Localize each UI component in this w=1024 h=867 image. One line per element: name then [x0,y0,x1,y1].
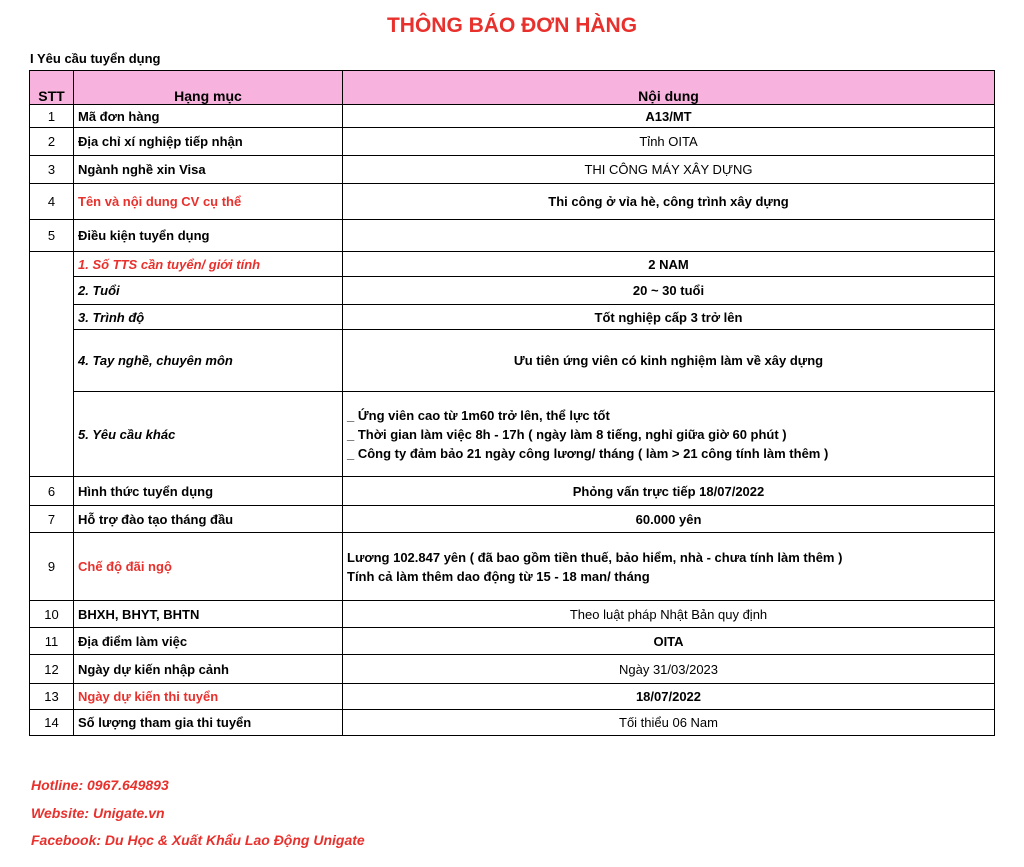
table-row [30,477,995,506]
row-item: Ngày dự kiến nhập cảnh [74,655,343,684]
row-content: 18/07/2022 [343,684,995,710]
table-row [30,392,995,477]
row-item: Mã đơn hàng [74,105,343,128]
table-row [30,128,995,156]
row-content: Tốt nghiệp cấp 3 trở lên [343,305,995,330]
row-content-multiline [343,533,995,601]
section-heading: I Yêu cầu tuyển dụng [30,51,161,66]
row-number: 3 [30,156,74,184]
table-row [30,252,995,277]
row-content: THI CÔNG MÁY XÂY DỰNG [343,156,995,184]
facebook-text: Facebook: Du Học & Xuất Khẩu Lao Động Unigate [31,832,365,848]
table-row [30,655,995,684]
row-number: 4 [30,184,74,220]
row-content: 20 ~ 30 tuổi [343,277,995,305]
row-number: 11 [30,628,74,655]
header-content: Nội dung [343,71,995,105]
row-subitem: 5. Yêu cầu khác [74,392,343,477]
header-item: Hạng mục [74,71,343,105]
row-number: 5 [30,220,74,252]
row-content: Ưu tiên ứng viên có kinh nghiệm làm về xây dựng [343,330,995,392]
table-row [30,105,995,128]
row-item: BHXH, BHYT, BHTN [74,601,343,628]
row-content: Phỏng vấn trực tiếp 18/07/2022 [343,477,995,506]
row-item: Địa chỉ xí nghiệp tiếp nhận [74,128,343,156]
row-content: 60.000 yên [343,506,995,533]
row-content [343,220,995,252]
row-number: 10 [30,601,74,628]
table-row [30,628,995,655]
row-subitem: 2. Tuổi [74,277,343,305]
row-number: 1 [30,105,74,128]
website-text: Website: Unigate.vn [31,805,165,821]
table-row [30,601,995,628]
row-number-empty [30,252,74,477]
row-content: Tối thiểu 06 Nam [343,710,995,736]
table-row [30,277,995,305]
document-title: THÔNG BÁO ĐƠN HÀNG [386,14,638,37]
row-item: Ngành nghề xin Visa [74,156,343,184]
row-content-multiline [343,392,995,477]
row-content: 2 NAM [343,252,995,277]
table-row [30,710,995,736]
content-line: Tính cả làm thêm dao động từ 15 - 18 man/ tháng [347,568,650,584]
table-row [30,506,995,533]
table-row [30,305,995,330]
row-subitem: 4. Tay nghề, chuyên môn [74,330,343,392]
content-line: _ Ứng viên cao từ 1m60 trở lên, thể lực tốt [347,407,610,423]
row-item: Hình thức tuyển dụng [74,477,343,506]
table-row [30,184,995,220]
content-line: _ Công ty đảm bảo 21 ngày công lương/ tháng ( làm > 21 công tính làm thêm ) [347,445,829,461]
row-subitem: 1. Số TTS cần tuyển/ giới tính [74,252,343,277]
hotline-text: Hotline: 0967.649893 [31,777,169,793]
row-content: A13/MT [343,105,995,128]
table-row [30,330,995,392]
row-item: Chế độ đãi ngộ [74,533,343,601]
row-content: Tỉnh OITA [343,128,995,156]
row-item: Điều kiện tuyển dụng [74,220,343,252]
table-row [30,684,995,710]
row-item: Địa điểm làm việc [74,628,343,655]
table-header-row [30,71,995,105]
row-item: Số lượng tham gia thi tuyển [74,710,343,736]
row-number: 14 [30,710,74,736]
row-content: Thi công ở vỉa hè, công trình xây dựng [343,184,995,220]
row-content: Theo luật pháp Nhật Bản quy định [343,601,995,628]
row-number: 9 [30,533,74,601]
row-item: Hỗ trợ đào tạo tháng đầu [74,506,343,533]
recruitment-table [29,70,995,736]
row-number: 2 [30,128,74,156]
table-row [30,533,995,601]
row-item: Ngày dự kiến thi tuyển [74,684,343,710]
row-number: 12 [30,655,74,684]
table-row [30,156,995,184]
table-row [30,220,995,252]
row-number: 13 [30,684,74,710]
row-item: Tên và nội dung CV cụ thể [74,184,343,220]
content-line: _ Thời gian làm việc 8h - 17h ( ngày làm 8 tiếng, nghỉ giữa giờ 60 phút ) [347,426,787,442]
row-number: 7 [30,506,74,533]
header-stt: STT [30,71,74,105]
row-number: 6 [30,477,74,506]
row-content: Ngày 31/03/2023 [343,655,995,684]
row-content: OITA [343,628,995,655]
content-line: Lương 102.847 yên ( đã bao gồm tiền thuế, bảo hiểm, nhà - chưa tính làm thêm ) [347,549,843,565]
row-subitem: 3. Trình độ [74,305,343,330]
